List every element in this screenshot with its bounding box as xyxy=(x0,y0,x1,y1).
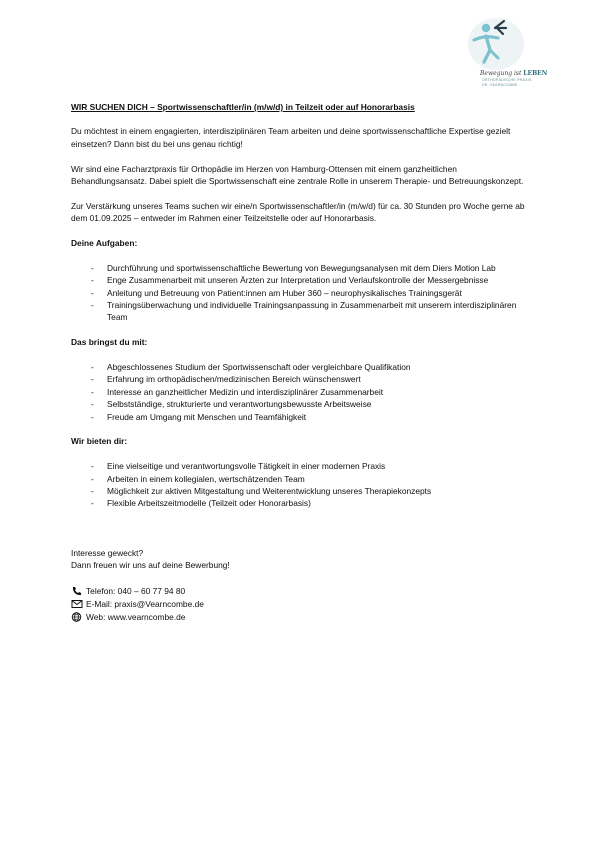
list-item-text: Erfahrung im orthopädischen/medizinischen Bereich wünschenswert xyxy=(107,374,361,385)
practice-logo xyxy=(446,14,570,92)
intro-paragraph-1: Du möchtest in einem engagierten, interdisziplinären Team arbeiten und deine sportwissenschaftliche Expertise gezielt einsetzen? Dann bist du bei uns genau richtig! xyxy=(71,126,511,149)
list-item xyxy=(71,386,531,398)
list-dash: - xyxy=(91,300,94,311)
section-title-benefits: Wir bieten dir: xyxy=(71,436,128,447)
list-dash: - xyxy=(91,275,94,286)
list-item xyxy=(71,497,531,509)
list-dash: - xyxy=(91,374,94,385)
spacer xyxy=(71,522,531,534)
list-item-text: Durchführung und sportwissenschaftliche Bewertung von Bewegungsanalysen mit dem Diers Motion Lab xyxy=(107,262,496,273)
requirements-list xyxy=(71,361,531,423)
tasks-list xyxy=(71,262,531,324)
list-dash: - xyxy=(91,399,94,410)
list-item xyxy=(71,411,531,423)
section-title-tasks: Deine Aufgaben: xyxy=(71,238,138,249)
list-item-text: Eine vielseitige und verantwortungsvolle Tätigkeit in einer modernen Praxis xyxy=(107,461,386,472)
closing-question: Interesse geweckt? xyxy=(71,548,144,559)
list-item xyxy=(71,299,531,324)
list-dash: - xyxy=(91,461,94,472)
logo-brand-accent: LEBEN xyxy=(523,70,548,77)
list-item-text: Enge Zusammenarbeit mit unseren Ärzten zur Interpretation und Verlaufskontrolle der Messergebnisse xyxy=(107,275,489,286)
logo-figure-icon xyxy=(446,14,570,74)
list-item-text: Flexible Arbeitszeitmodelle (Teilzeit oder Honorarbasis) xyxy=(107,498,311,509)
list-item xyxy=(71,473,531,485)
email-link[interactable]: E-Mail: praxis@Vearncombe.de xyxy=(86,598,204,609)
list-item-text: Selbstständige, strukturierte und verantwortungsbewusste Arbeitsweise xyxy=(107,399,372,410)
list-item-text: Interesse an ganzheitlicher Medizin und interdisziplinärer Zusammenarbeit xyxy=(107,386,384,397)
job-posting xyxy=(71,101,531,623)
web-link[interactable]: Web: www.vearncombe.de xyxy=(86,611,186,622)
list-item xyxy=(71,262,531,274)
list-item xyxy=(71,398,531,410)
list-item xyxy=(71,361,531,373)
contact-phone xyxy=(71,584,531,597)
list-dash: - xyxy=(91,411,94,422)
contact-web[interactable] xyxy=(71,610,531,623)
list-dash: - xyxy=(91,262,94,273)
list-item xyxy=(71,274,531,286)
closing-invitation: Dann freuen wir uns auf deine Bewerbung! xyxy=(71,560,230,571)
logo-subtitle-line1: ORTHOPÄDISCHE PRAXIS xyxy=(482,78,532,82)
page-title: WIR SUCHEN DICH – Sportwissenschaftler/in (m/w/d) in Teilzeit oder auf Honorarbasis xyxy=(71,102,415,112)
list-dash: - xyxy=(91,386,94,397)
phone-icon xyxy=(71,586,83,596)
list-item xyxy=(71,373,531,385)
list-item-text: Möglichkeit zur aktiven Mitgestaltung und Weiterentwicklung unseres Therapiekonzepts xyxy=(107,486,432,497)
list-dash: - xyxy=(91,287,94,298)
list-item-text: Anleitung und Betreuung von Patient:innen am Huber 360 – neurophysikalisches Trainingsgerät xyxy=(107,287,462,298)
email-icon xyxy=(71,599,83,609)
list-dash: - xyxy=(91,362,94,373)
intro-paragraph-3: Zur Verstärkung unseres Teams suchen wir eine/n Sportwissenschaftler/in (m/w/d) für ca. 30 Stunden pro Woche gerne ab dem 01.09.2025 – entweder im Rahmen einer Teilzeitstelle oder auf Honorarbasis. xyxy=(71,200,525,224)
contact-email[interactable] xyxy=(71,597,531,610)
list-dash: - xyxy=(91,473,94,484)
spacer xyxy=(71,535,531,547)
list-item-text: Abgeschlossenes Studium der Sportwissenschaft oder vergleichbare Qualifikation xyxy=(107,362,411,373)
benefits-list xyxy=(71,460,531,510)
phone-text: Telefon: 040 – 60 77 94 80 xyxy=(86,585,186,596)
list-item xyxy=(71,485,531,497)
list-item xyxy=(71,287,531,299)
list-dash: - xyxy=(91,486,94,497)
logo-brand-prefix: Bewegung ist xyxy=(480,70,524,77)
list-item-text: Freude am Umgang mit Menschen und Teamfähigkeit xyxy=(107,411,307,422)
logo-subtitle xyxy=(482,78,531,87)
logo-brand xyxy=(480,70,547,77)
section-title-requirements: Das bringst du mit: xyxy=(71,337,148,348)
list-item-text: Trainingsüberwachung und individuelle Trainingsanpassung in Zusammenarbeit mit unserem interdisziplinären Team xyxy=(107,300,517,323)
list-item xyxy=(71,460,531,472)
globe-icon xyxy=(71,612,83,622)
list-item-text: Arbeiten in einem kollegialen, wertschätzenden Team xyxy=(107,473,305,484)
list-dash: - xyxy=(91,498,94,509)
spacer xyxy=(71,572,531,584)
intro-paragraph-2: Wir sind eine Facharztpraxis für Orthopädie im Herzen von Hamburg-Ottensen mit einem ganzheitlichen Behandlungsansatz. Dabei spielt die Sportwissenschaft eine zentrale Rolle in unserem Therapie- und Betreuungskonzept. xyxy=(71,163,524,187)
logo-subtitle-line2: DR. VEARNCOMBE xyxy=(482,82,518,87)
